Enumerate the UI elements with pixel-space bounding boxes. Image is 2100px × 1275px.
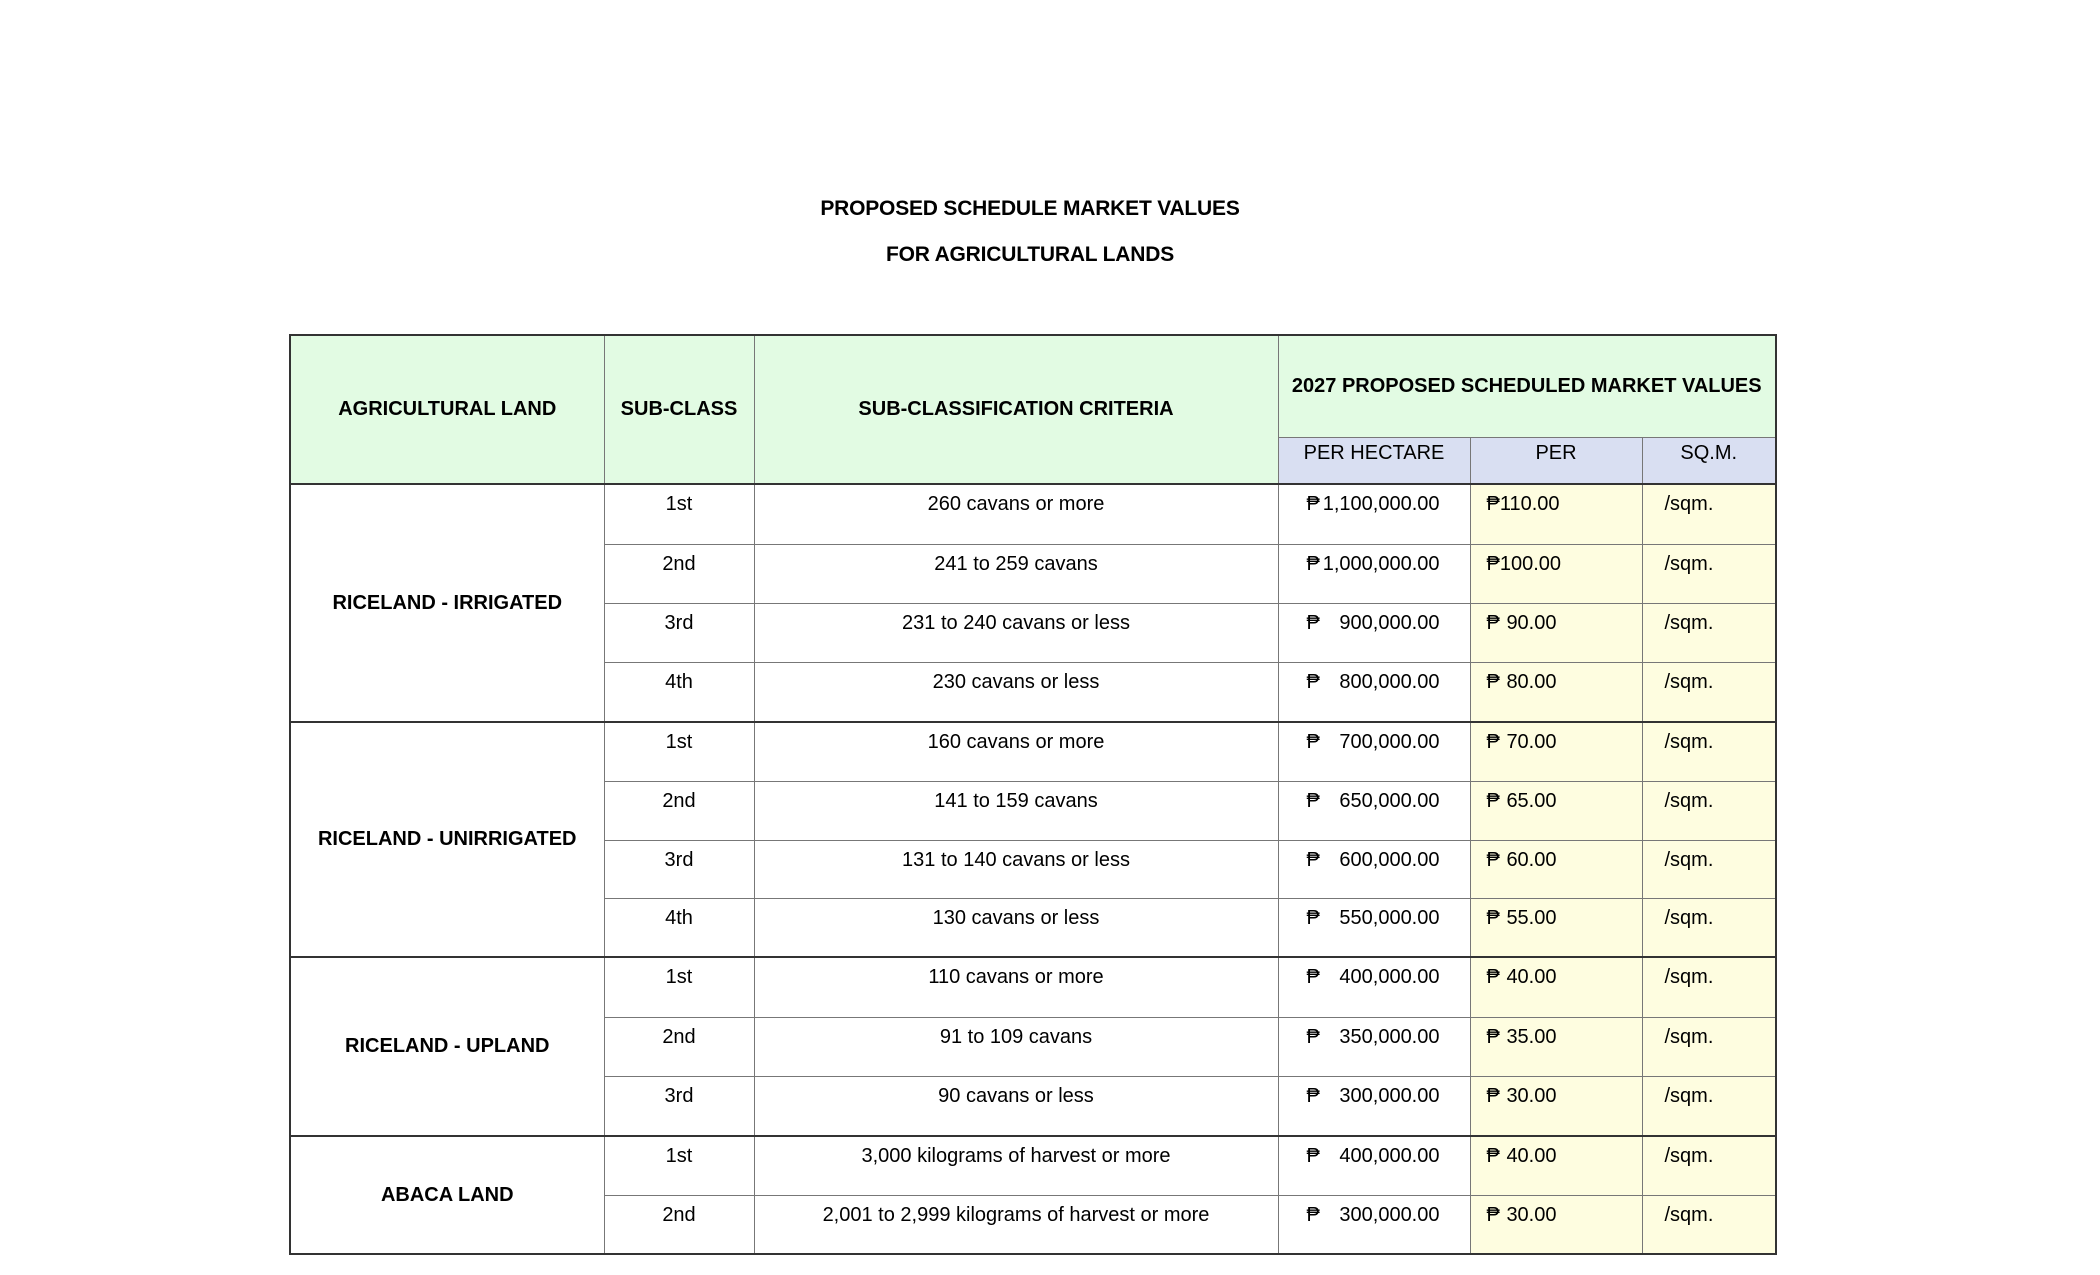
sub-class-cell: 3rd (604, 603, 754, 662)
peso-sign: ₱ (1306, 731, 1320, 753)
peso-sign: ₱ (1486, 789, 1500, 812)
per-hectare-value: 1,000,000.00 (1322, 552, 1440, 575)
sub-class-cell: 2nd (604, 781, 754, 840)
per-hectare-value: 1,100,000.00 (1322, 493, 1440, 515)
per-sqm-cell (1470, 662, 1642, 722)
per-hectare-cell (1278, 840, 1470, 898)
peso-sign: ₱ (1486, 552, 1500, 575)
header-proposed-values: 2027 PROPOSED SCHEDULED MARKET VALUES (1278, 335, 1776, 437)
per-sqm-cell (1470, 544, 1642, 603)
per-sqm-value: 40.00 (1506, 1145, 1557, 1167)
sub-class-cell: 2nd (604, 1195, 754, 1254)
per-hectare-value: 400,000.00 (1339, 1145, 1440, 1167)
sub-class-cell: 1st (604, 957, 754, 1017)
peso-sign: ₱ (1306, 906, 1320, 929)
per-sqm-cell (1470, 840, 1642, 898)
per-hectare-cell (1278, 898, 1470, 957)
per-hectare-value: 350,000.00 (1339, 1025, 1440, 1048)
criteria-cell: 110 cavans or more (754, 957, 1278, 1017)
per-sqm-value: 65.00 (1506, 789, 1557, 812)
unit-cell: /sqm. (1642, 898, 1776, 957)
per-sqm-cell (1470, 781, 1642, 840)
per-sqm-value: 30.00 (1506, 1084, 1557, 1107)
peso-sign: ₱ (1306, 552, 1320, 575)
peso-sign: ₱ (1306, 1084, 1320, 1107)
header-sqm: SQ.M. (1642, 437, 1776, 484)
per-sqm-value: 80.00 (1506, 670, 1557, 693)
per-sqm-value: 100.00 (1499, 552, 1562, 575)
header-criteria: SUB-CLASSIFICATION CRITERIA (754, 335, 1278, 484)
per-sqm-cell (1470, 484, 1642, 544)
per-hectare-value: 900,000.00 (1339, 611, 1440, 634)
peso-sign: ₱ (1486, 906, 1500, 929)
per-hectare-value: 700,000.00 (1339, 731, 1440, 753)
per-sqm-cell (1470, 957, 1642, 1017)
per-sqm-value: 60.00 (1506, 848, 1557, 871)
page-title: PROPOSED SCHEDULE MARKET VALUES (820, 197, 1240, 220)
land-type-cell: RICELAND - IRRIGATED (290, 484, 604, 722)
peso-sign: ₱ (1486, 611, 1500, 634)
criteria-cell: 260 cavans or more (754, 484, 1278, 544)
peso-sign: ₱ (1306, 966, 1320, 988)
peso-sign: ₱ (1306, 493, 1320, 515)
criteria-cell: 131 to 140 cavans or less (754, 840, 1278, 898)
sub-class-cell: 2nd (604, 1017, 754, 1076)
criteria-cell: 141 to 159 cavans (754, 781, 1278, 840)
peso-sign: ₱ (1486, 1145, 1500, 1167)
unit-cell: /sqm. (1642, 544, 1776, 603)
per-sqm-cell (1470, 1136, 1642, 1195)
unit-cell: /sqm. (1642, 781, 1776, 840)
unit-cell: /sqm. (1642, 722, 1776, 781)
peso-sign: ₱ (1306, 1145, 1320, 1167)
table-row (290, 957, 1776, 1017)
header-per-hectare: PER HECTARE (1278, 437, 1470, 484)
per-sqm-value: 90.00 (1506, 611, 1557, 634)
per-hectare-cell (1278, 957, 1470, 1017)
peso-sign: ₱ (1486, 493, 1500, 515)
unit-cell: /sqm. (1642, 1195, 1776, 1254)
peso-sign: ₱ (1306, 789, 1320, 812)
peso-sign: ₱ (1486, 848, 1500, 871)
per-hectare-cell (1278, 544, 1470, 603)
per-sqm-value: 40.00 (1506, 966, 1557, 988)
sub-class-cell: 3rd (604, 840, 754, 898)
peso-sign: ₱ (1486, 1084, 1500, 1107)
per-hectare-value: 300,000.00 (1339, 1084, 1440, 1107)
peso-sign: ₱ (1306, 611, 1320, 634)
land-type-cell: RICELAND - UNIRRIGATED (290, 722, 604, 957)
criteria-cell: 230 cavans or less (754, 662, 1278, 722)
criteria-cell: 91 to 109 cavans (754, 1017, 1278, 1076)
sub-class-cell: 4th (604, 898, 754, 957)
per-hectare-value: 800,000.00 (1339, 670, 1440, 693)
per-hectare-value: 600,000.00 (1339, 848, 1440, 871)
criteria-cell: 231 to 240 cavans or less (754, 603, 1278, 662)
unit-cell: /sqm. (1642, 1136, 1776, 1195)
land-type-cell: RICELAND - UPLAND (290, 957, 604, 1136)
per-sqm-cell (1470, 1017, 1642, 1076)
sub-class-cell: 1st (604, 722, 754, 781)
sub-class-cell: 1st (604, 484, 754, 544)
peso-sign: ₱ (1486, 1025, 1500, 1048)
per-hectare-cell (1278, 1076, 1470, 1136)
per-hectare-cell (1278, 722, 1470, 781)
per-hectare-cell (1278, 1195, 1470, 1254)
criteria-cell: 160 cavans or more (754, 722, 1278, 781)
per-sqm-value: 70.00 (1506, 731, 1557, 753)
sub-class-cell: 2nd (604, 544, 754, 603)
per-sqm-cell (1470, 603, 1642, 662)
per-sqm-cell (1470, 1076, 1642, 1136)
per-sqm-value: 30.00 (1506, 1203, 1557, 1226)
criteria-cell: 2,001 to 2,999 kilograms of harvest or more (754, 1195, 1278, 1254)
criteria-cell: 130 cavans or less (754, 898, 1278, 957)
peso-sign: ₱ (1306, 1025, 1320, 1048)
peso-sign: ₱ (1486, 731, 1500, 753)
sub-class-cell: 4th (604, 662, 754, 722)
market-values-table (289, 334, 1777, 1255)
unit-cell: /sqm. (1642, 484, 1776, 544)
unit-cell: /sqm. (1642, 603, 1776, 662)
table-row (290, 1136, 1776, 1195)
unit-cell: /sqm. (1642, 840, 1776, 898)
unit-cell: /sqm. (1642, 1076, 1776, 1136)
criteria-cell: 90 cavans or less (754, 1076, 1278, 1136)
per-sqm-value: 35.00 (1506, 1025, 1557, 1048)
unit-cell: /sqm. (1642, 957, 1776, 1017)
criteria-cell: 3,000 kilograms of harvest or more (754, 1136, 1278, 1195)
per-hectare-cell (1278, 781, 1470, 840)
per-hectare-cell (1278, 603, 1470, 662)
per-hectare-cell (1278, 1136, 1470, 1195)
per-sqm-value: 55.00 (1506, 906, 1557, 929)
per-hectare-value: 400,000.00 (1339, 966, 1440, 988)
peso-sign: ₱ (1486, 1203, 1500, 1226)
table-row (290, 722, 1776, 781)
peso-sign: ₱ (1306, 848, 1320, 871)
header-sub-class: SUB-CLASS (604, 335, 754, 484)
per-sqm-cell (1470, 1195, 1642, 1254)
peso-sign: ₱ (1486, 966, 1500, 988)
header-per: PER (1470, 437, 1642, 484)
per-hectare-cell (1278, 1017, 1470, 1076)
per-sqm-cell (1470, 722, 1642, 781)
unit-cell: /sqm. (1642, 662, 1776, 722)
per-hectare-value: 650,000.00 (1339, 789, 1440, 812)
per-hectare-value: 550,000.00 (1339, 906, 1440, 929)
sub-class-cell: 3rd (604, 1076, 754, 1136)
peso-sign: ₱ (1486, 670, 1500, 693)
criteria-cell: 241 to 259 cavans (754, 544, 1278, 603)
header-agricultural-land: AGRICULTURAL LAND (290, 335, 604, 484)
unit-cell: /sqm. (1642, 1017, 1776, 1076)
per-sqm-value: 110.00 (1499, 493, 1560, 515)
per-hectare-cell (1278, 484, 1470, 544)
land-type-cell: ABACA LAND (290, 1136, 604, 1254)
peso-sign: ₱ (1306, 670, 1320, 693)
per-hectare-value: 300,000.00 (1339, 1203, 1440, 1226)
per-sqm-cell (1470, 898, 1642, 957)
sub-class-cell: 1st (604, 1136, 754, 1195)
peso-sign: ₱ (1306, 1203, 1320, 1226)
table-row (290, 484, 1776, 544)
page-subtitle: FOR AGRICULTURAL LANDS (885, 243, 1175, 266)
per-hectare-cell (1278, 662, 1470, 722)
